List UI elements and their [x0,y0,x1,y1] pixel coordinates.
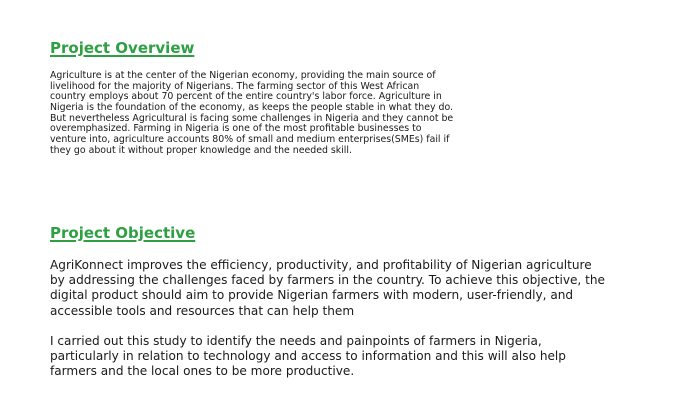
study-line: particularly in relation to technology and access to information and this will also help [50,349,566,364]
overview-line: But nevertheless Agricultural is facing some challenges in Nigeria and they cannot be [50,112,454,124]
study-line: farmers and the local ones to be more productive. [50,364,355,379]
overview-line: livelihood for the majority of Nigerians. The farming sector of this West African [50,80,420,92]
project-objective-paragraph [50,258,650,319]
project-overview-heading: Project Overview [50,39,195,57]
overview-line: they go about it without proper knowledge and the needed skill. [50,144,352,156]
objective-line: by addressing the challenges faced by farmers in the country. To achieve this objective, the [50,273,605,288]
study-line: I carried out this study to identify the needs and painpoints of farmers in Nigeria, [50,334,542,348]
overview-line: overemphasized. Farming in Nigeria is one of the most profitable businesses to [50,123,422,135]
overview-line: country employs about 70 percent of the entire country's labor force. Agriculture in [50,91,442,103]
study-purpose-paragraph [50,334,650,380]
overview-line: Agriculture is at the center of the Nigerian economy, providing the main source of [50,70,436,81]
objective-line: digital product should aim to provide Nigerian farmers with modern, user-friendly, and [50,288,574,303]
project-overview-paragraph [50,71,490,156]
overview-line: Nigeria is the foundation of the economy, as keeps the people stable in what they do. [50,101,454,113]
objective-line: accessible tools and resources that can help them [50,303,355,318]
project-objective-heading: Project Objective [50,224,196,242]
overview-line: venture into, agriculture accounts 80% of small and medium enterprises(SMEs) fail if [50,133,450,145]
objective-line: AgriKonnect improves the efficiency, productivity, and profitability of Nigerian agriculture [50,258,592,272]
